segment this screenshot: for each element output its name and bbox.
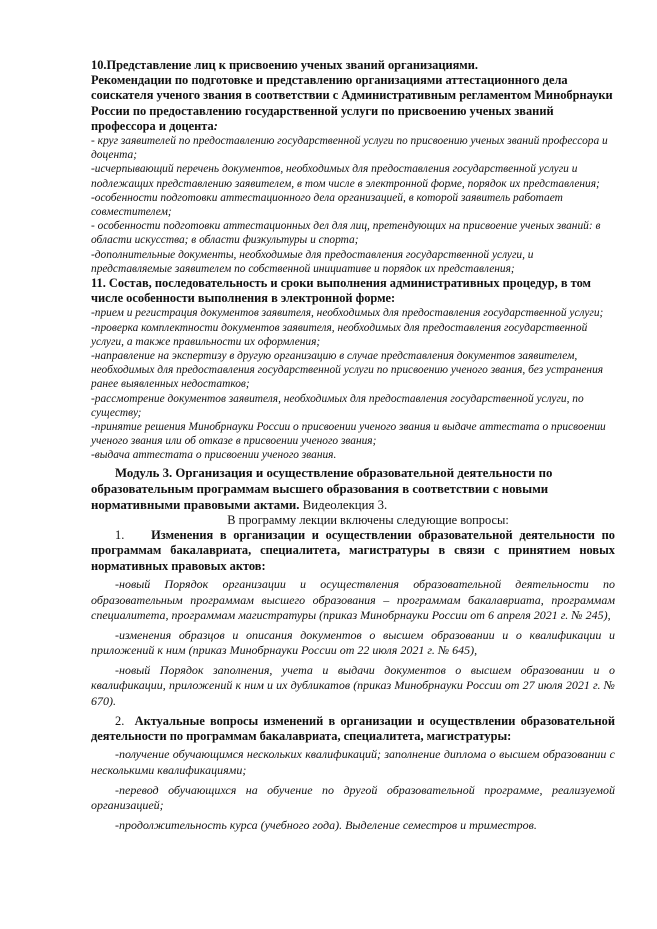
section-10-title: 10.Представление лиц к присвоению ученых званий организациями. (91, 58, 478, 72)
question-1-number: 1. (115, 527, 125, 542)
section-11-title: 11. Состав, последовательность и сроки выполнения административных процедур, в том числе особенности выполнения в электронной форме: (91, 276, 591, 306)
question-1-item: -изменения образцов и описания документов о высшем образовании и о квалификации и приложений к ним (приказ Минобрнауки России от 22 июля 2021 г. № 645), (91, 627, 615, 658)
question-1-item: -новый Порядок заполнения, учета и выдачи документов о высшем образовании и о квалификации, приложений к ним и их дубликатов (приказ Минобрнауки России от 27 июля 2021 г. № 670). (91, 662, 615, 709)
section-11-item: -направление на экспертизу в другую организацию в случае представления документов заявителем, необходимых для предоставления государственной услуги по присвоению ученого звания, без устранения ранее выявленных недостатков; (91, 350, 604, 391)
section-11-item: -прием и регистрация документов заявителя, необходимых для предоставления государственной услуги; (91, 307, 604, 320)
section-10-item: -особенности подготовки аттестационного дела организацией, в которой заявитель работает совместителем; (91, 191, 563, 219)
section-10-recommendation (91, 73, 615, 134)
section-11-item: -выдача аттестата о присвоении ученого звания. (91, 449, 337, 462)
section-10-item: - особенности подготовки аттестационных дел для лиц, претендующих на присвоение ученых званий: в области искусства; в области физкультуры и спорта; (91, 220, 601, 247)
section-10-item: - круг заявителей по предоставлению государственной услуги по присвоению ученых званий профессора и доцента; (91, 135, 608, 162)
module-3-title: Модуль 3. Организация и осуществление образовательной деятельности по образовательным программам высшего образования в соответствии с новыми нормативными правовыми актами. (91, 465, 553, 512)
lecture-intro: В программу лекции включены следующие вопросы: (227, 512, 509, 527)
question-2-item: -получение обучающимся нескольких квалификаций; заполнение диплома о высшем образовании с несколькими квалификациями; (91, 747, 615, 778)
module-3-heading (91, 465, 615, 513)
module-3-video-label: Видеолекция 3. (299, 497, 388, 512)
question-2-number: 2. (115, 713, 125, 728)
question-1-title: Изменения в организации и осуществлении образовательной деятельности по программам бакалавриата, специалитета, магистратуры в связи с принятием новых нормативных правовых актов: (91, 527, 615, 573)
question-2-title: Актуальные вопросы изменений в организации и осуществлении образовательной деятельности по программам бакалавриата, специалитета, магистратуры: (91, 713, 615, 744)
section-10-recommendation-colon: : (213, 118, 218, 133)
question-2-item: -продолжительность курса (учебного года). Выделение семестров и триместров. (115, 817, 537, 832)
question-1-item: -новый Порядок организации и осуществления образовательной деятельности по образовательным программам высшего образования – программам бакалавриата, программам специалитета, программам магистратуры (приказ Минобрнауки России от 6 апреля 2021 г. № 245), (91, 576, 615, 623)
section-10-recommendation-text: Рекомендации по подготовке и представлению организациями аттестационного дела соискателя ученого звания в соответствии с Административным регламентом Минобрнауки России по предоставлению государственной услуги по присвоению ученых званий профессора и доцента (91, 73, 613, 133)
question-2-item: -перевод обучающихся на обучение по другой образовательной программе, реализуемой организацией; (91, 782, 615, 813)
section-11-item: -проверка комплектности документов заявителя, необходимых для предоставления государственной услуги, а также правильности их оформления; (91, 321, 588, 348)
section-11-item: -рассмотрение документов заявителя, необходимых для предоставления государственной услуги, по существу; (91, 392, 584, 419)
section-11-item: -принятие решения Минобрнауки России о присвоении ученого звания и выдаче аттестата о присвоении ученого звания или об отказе в присвоении ученого звания; (91, 421, 606, 448)
question-1 (91, 528, 615, 574)
question-2 (91, 714, 615, 745)
section-10-item: -исчерпывающий перечень документов, необходимых для предоставления государственной услуги и подлежащих представлению заявителем, в том числе в электронной форме, порядок их представления; (91, 163, 600, 190)
section-10-item: -дополнительные документы, необходимые для предоставления государственной услуги, и представляемые заявителем по собственной инициативе и порядок их представления; (91, 248, 534, 275)
